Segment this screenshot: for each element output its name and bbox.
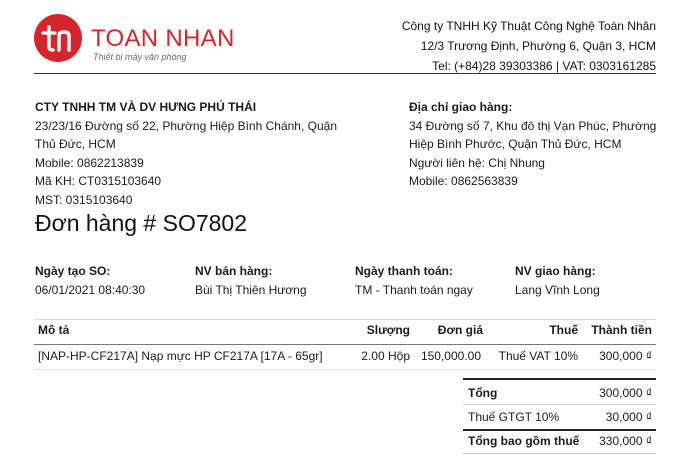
customer-code: Mã KH: CT0315103640 — [35, 174, 162, 188]
customer-block — [35, 98, 345, 209]
header-divider — [34, 73, 656, 74]
grand-total-value: 330,000 ₫ — [599, 434, 652, 448]
subtotal-label: Tổng — [468, 386, 498, 400]
grand-total-label: Tổng bao gồm thuế — [468, 434, 580, 448]
shipping-label: Địa chỉ giao hàng: — [409, 100, 513, 114]
customer-address-2: Thủ Đức, HCM — [35, 137, 116, 151]
subtotal-value: 300,000 ₫ — [599, 386, 652, 400]
totals-divider-bottom — [463, 453, 656, 454]
col-header-quantity: Slượng — [366, 323, 410, 337]
col-header-amount: Thành tiền — [591, 323, 652, 337]
totals-divider-1 — [463, 404, 656, 405]
info-salesperson-label: NV bán hàng: — [195, 264, 273, 278]
info-delivery-value: Lang Vĩnh Long — [515, 283, 600, 297]
info-created-label: Ngày tạo SO: — [35, 264, 111, 278]
info-delivery-label: NV giao hàng: — [515, 264, 596, 278]
info-salesperson — [195, 262, 307, 300]
shipping-contact: Người liên hệ: Chị Nhung — [409, 155, 545, 170]
totals-divider-2 — [463, 429, 656, 431]
company-address: 12/3 Trương Định, Phường 6, Quận 3, HCM — [420, 39, 656, 53]
row-unit-price: 150,000.00 — [420, 349, 481, 363]
col-header-description: Mô tả — [38, 323, 70, 337]
info-payment-value: TM - Thanh toán ngay — [355, 283, 473, 297]
col-header-tax: Thuế — [549, 323, 578, 337]
table-row-divider — [34, 369, 656, 370]
info-delivery — [515, 262, 600, 300]
order-title: Đơn hàng # SO7802 — [35, 210, 248, 236]
info-salesperson-value: Bùi Thị Thiên Hương — [195, 283, 307, 297]
info-payment — [355, 262, 473, 300]
company-contact: Tel: (+84)28 39303386 | VAT: 0303161285 — [432, 59, 656, 73]
info-created — [35, 262, 145, 300]
shipping-address-1: 34 Đường số 7, Khu đô thị Vạn Phúc, Phường — [409, 118, 657, 133]
customer-tax-id: MST: 0315103640 — [35, 192, 133, 207]
vat-value: 30,000 ₫ — [605, 410, 652, 424]
row-amount: 300,000 ₫ — [599, 349, 652, 363]
customer-address-1: 23/23/16 Đường số 22, Phường Hiệp Bình Chánh, Quận — [35, 118, 337, 133]
logo-mark-icon — [34, 14, 82, 62]
company-logo — [34, 14, 235, 66]
company-info — [402, 16, 656, 76]
brand-name: TOAN NHAN — [91, 25, 235, 52]
brand-tagline: Thiết bị máy văn phòng — [93, 52, 187, 62]
row-quantity: 2.00 Hộp — [361, 349, 410, 363]
row-tax: Thuế VAT 10% — [498, 349, 578, 363]
shipping-address-2: Hiệp Bình Phước, Quận Thủ Đức, HCM — [409, 137, 622, 151]
totals-divider-top — [463, 378, 656, 380]
col-header-unit-price: Đơn giá — [437, 323, 483, 337]
shipping-mobile: Mobile: 0862563839 — [409, 174, 518, 188]
table-header-divider — [34, 344, 656, 345]
company-name: Công ty TNHH Kỹ Thuật Công Nghệ Toàn Nhân — [401, 19, 656, 33]
info-payment-label: Ngày thanh toán: — [355, 264, 453, 278]
row-description: [NAP-HP-CF217A] Nạp mực HP CF217A [17A - 65gr] — [38, 349, 323, 363]
table-top-divider — [34, 319, 656, 320]
customer-name: CTY TNHH TM VÀ DV HƯNG PHÚ THÁI — [35, 100, 257, 114]
info-created-value: 06/01/2021 08:40:30 — [35, 283, 146, 297]
vat-label: Thuế GTGT 10% — [468, 410, 560, 424]
customer-mobile: Mobile: 0862213839 — [35, 155, 144, 170]
shipping-block — [409, 98, 669, 191]
